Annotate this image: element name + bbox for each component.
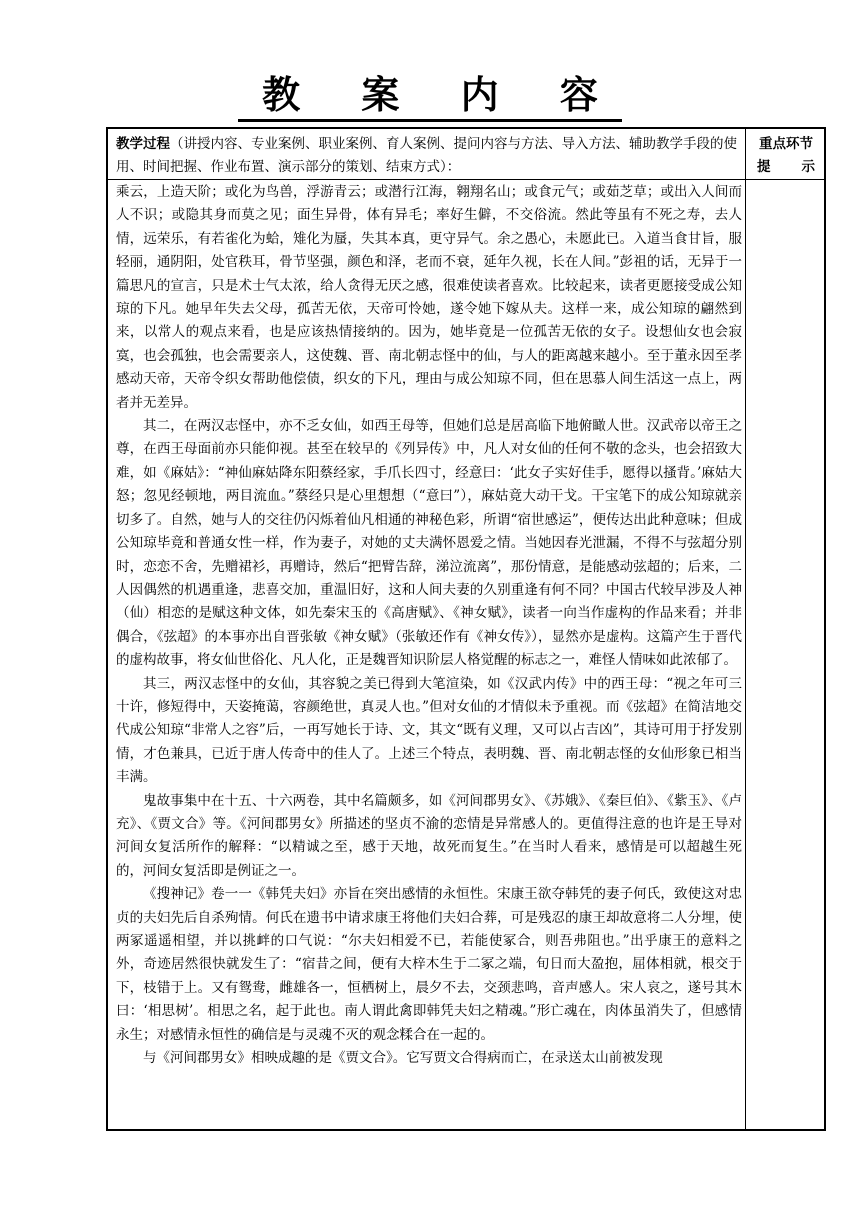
key-points-label-line1: 重点环节 xyxy=(759,136,813,152)
teaching-process-description: （讲授内容、专业案例、职业案例、育人案例、提问内容与方法、导入方法、辅助教学手段的使用、时间把握、作业布置、演示部分的策划、结束方式）： xyxy=(116,136,737,175)
paragraph: 与《河间郡男女》相映成趣的是《贾文合》。它写贾文合得病而亡，在录送太山前被发现 xyxy=(143,1050,663,1067)
page-title: 教 案 内 容 xyxy=(0,72,860,118)
key-points-label-line2: 提 示 xyxy=(757,159,815,175)
paragraph: 其二，在两汉志怪中，亦不乏女仙，如西王母等，但她们总是居高临下地俯瞰人世。汉武帝以帝王之尊，在西王母面前亦只能仰视。甚至在较早的《列异传》中，凡人对女仙的任何不敬的念头，也会招致大难，如《麻姑》：“神仙麻姑降东阳蔡经家，手爪长四寸，经意曰：‘此女子实好佳手，愿得以搔背。’麻姑大怒；忽见经顿地，两目流血。”蔡经只是心里想想（“意曰”），麻姑竟大动干戈。干宝笔下的成公知琼就亲切多了。自然，她与人的交往仍闪烁着仙凡相通的神秘色彩，所谓“宿世感运”，便传达出此种意味；但成公知琼毕竟和普通女性一样，作为妻子，对她的丈夫满怀恩爱之情。当她因春光泄漏，不得不与弦超分别时，恋恋不舍，先赠裙衫，再赠诗，然后“把臂告辞，涕泣流离”，那份情意，是能感动弦超的；后来，二人因偶然的机遇重逢，悲喜交加，重温旧好，这和人间夫妻的久别重逢有何不同？中国古代较早涉及人神（仙）相恋的是赋这种文体，如先秦宋玉的《高唐赋》、《神女赋》，读者一向当作虚构的作品来看；并非偶合，《弦超》的本事亦出自晋张敏《神女赋》（张敏还作有《神女传》），显然亦是虚构。这篇产生于晋代的虚构故事，将女仙世俗化、凡人化，正是魏晋知识阶层人格觉醒的标志之一，难怪人情味如此浓郁了。 xyxy=(116,418,742,669)
teaching-process-label: 教学过程 xyxy=(116,136,170,152)
paragraph: 鬼故事集中在十五、十六两卷，其中名篇颇多，如《河间郡男女》、《苏娥》、《秦巨伯》、《紫玉》、《卢充》、《贾文合》等。《河间郡男女》所描述的坚贞不渝的恋情是异常感人的。更值得注意的也许是王导对河间女复活所作的解释：“以精诚之至，感于天地，故死而复生。”在当时人看来，感情是可以超越生死的，河间女复活即是例证之一。 xyxy=(116,792,742,879)
header-divider xyxy=(108,179,824,180)
paragraph: 《搜神记》卷一一《韩凭夫妇》亦旨在突出感情的永恒性。宋康王欲夺韩凭的妻子何氏，致使这对忠贞的夫妇先后自杀殉情。何氏在遗书中请求康王将他们夫妇合葬，可是残忍的康王却故意将二人分埋，使两冢遥遥相望，并以挑衅的口气说：“尔夫妇相爱不已，若能使冢合，则吾弗阻也。”出乎康王的意料之外，奇迹居然很快就发生了：“宿昔之间，便有大梓木生于二冢之端，旬日而大盈抱，屈体相就，根交于下，枝错于上。又有鸳鸯，雌雄各一，恒栖树上，晨夕不去，交颈悲鸣，音声感人。宋人哀之，遂号其木曰：‘相思树’。相思之名，起于此也。南人谓此禽即韩凭夫妇之精魂。”形亡魂在，肉体虽消失了，但感情永生；对感情永恒性的确信是与灵魂不灭的观念糅合在一起的。 xyxy=(116,886,742,1043)
lesson-plan-table xyxy=(106,127,826,1131)
paragraph: 其三，两汉志怪中的女仙，其容貌之美已得到大笔渲染，如《汉武内传》中的西王母：“视之年可三十许，修短得中，天姿掩蔼，容颜绝世，真灵人也。”但对女仙的才情似未予重视。而《弦超》在简洁地交代成公知琼“非常人之容”后，一再写她长于诗、文，其文“既有义理，又可以占吉凶”，其诗可用于抒发别情，才色兼具，已近于唐人传奇中的佳人了。上述三个特点，表明魏、晋、南北朝志怪的女仙形象已相当丰满。 xyxy=(116,675,742,786)
lesson-content xyxy=(116,181,742,1131)
paragraph: 乘云，上造天阶；或化为鸟兽，浮游青云；或潜行江海，翱翔名山；或食元气；或茹芝草；或出入人间而人不识；或隐其身而莫之见；面生异骨，体有异毛；率好生僻，不交俗流。然此等虽有不死之寿，去人情，远荣乐，有若雀化为蛤，雉化为蜃，失其本真，更守异气。余之愚心，未愿此已。入道当食甘旨，服轻丽，通阴阳，处官秩耳，骨节坚强，颜色和泽，老而不衰，延年久视，长在人间。”彭祖的话，无异于一篇思凡的宣言，只是术士气太浓，给人贪得无厌之感，很难使读者喜欢。比较起来，读者更愿接受成公知琼的下凡。她早年失去父母，孤苦无依，天帝可怜她，遂令她下嫁从夫。这样一来，成公知琼的翩然到来，以常人的观点来看，也是应该热情接纳的。因为，她毕竟是一位孤苦无依的女子。设想仙女也会寂寞，也会孤独，也会需要亲人，这使魏、晋、南北朝志怪中的仙，与人的距离越来越小。至于董永因至孝感动天帝，天帝令织女帮助他偿债，织女的下凡，理由与成公知琼不同，但在思慕人间生活这一点上，两者并无差异。 xyxy=(116,184,742,411)
teaching-process-header xyxy=(116,133,740,179)
column-divider xyxy=(745,129,746,1129)
key-points-header xyxy=(748,133,824,179)
